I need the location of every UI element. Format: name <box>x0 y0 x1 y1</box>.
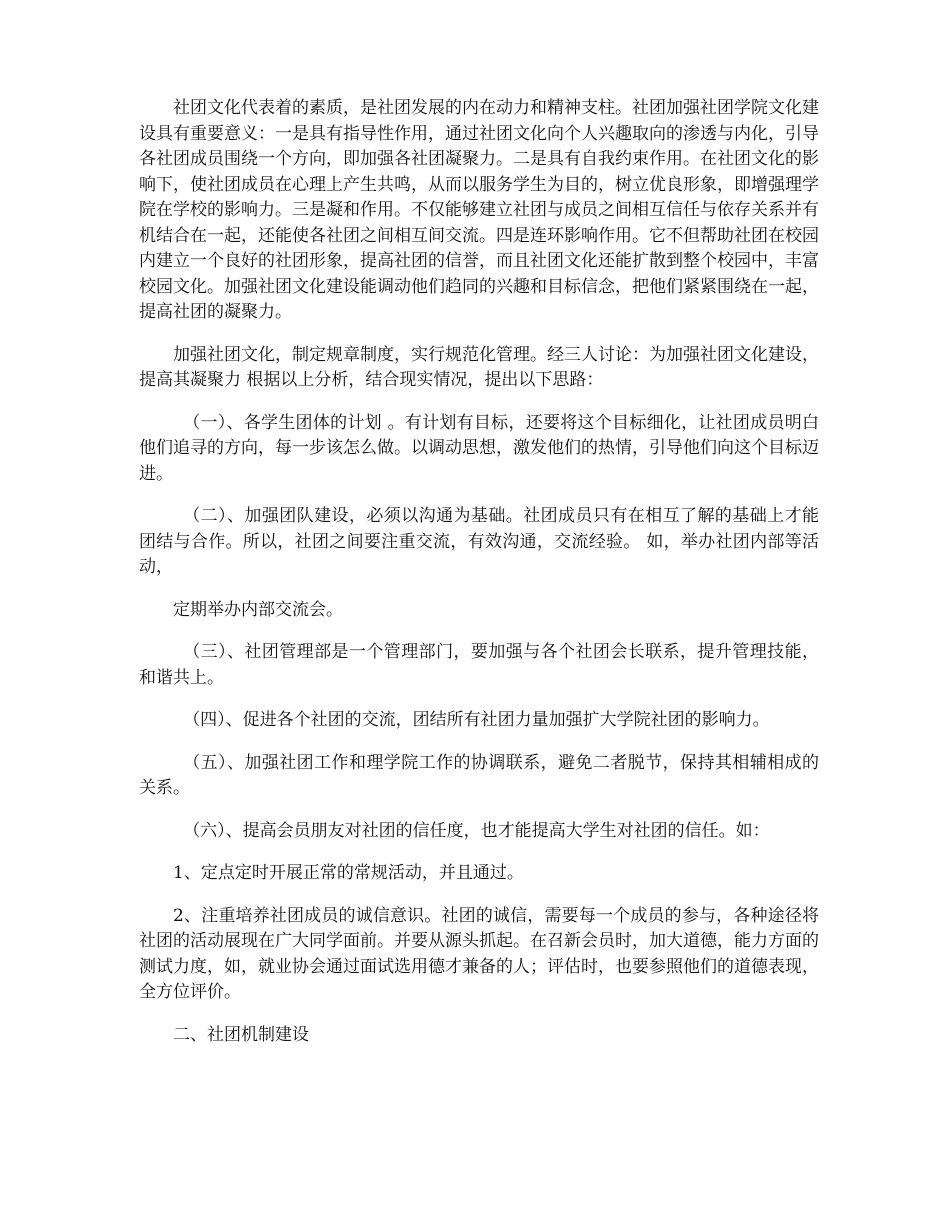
section-heading-mechanism: 二、社团机制建设 <box>173 1024 309 1045</box>
paragraph-intro: 社团文化代表着的素质，是社团发展的内在动力和精神支柱。社团加强社团学院文化建设具有重要意义：一是具有指导性作用，通过社团文化向个人兴趣取向的渗透与内化，引导各社团成员围绕一个方向，即加强各社团凝聚力。二是具有自我约束作用。在社团文化的影响下，使社团成员在心理上产生共鸣，从而以服务学生为目的，树立优良形象，即增强理学院在学校的影响力。三是凝和作用。不仅能够建立社团与成员之间相互信任与依存关系并有机结合在一起，还能使各社团之间相互间交流。四是连环影响作用。它不但帮助社团在校园内建立一个良好的社团形象，提高社团的信誉，而且社团文化还能扩散到整个校园中，丰富校园文化。加强社团文化建设能调动他们趋同的兴趣和目标信念，把他们紧紧围绕在一起，提高社团的凝聚力。 <box>139 98 819 322</box>
list-item-1: （一）、各学生团体的计划 。有计划有目标，还要将这个目标细化，让社团成员明白他们追寻的方向，每一步该怎么做。以调动思想，激发他们的热情，引导他们向这个目标迈进。 <box>139 412 819 484</box>
list-item-6: （六）、提高会员朋友对社团的信任度，也才能提高大学生对社团的信任。如： <box>183 820 770 841</box>
paragraph-regular-meeting: 定期举办内部交流会。 <box>173 599 343 620</box>
paragraph-strengthen-culture: 加强社团文化，制定规章制度，实行规范化管理。经三人讨论：为加强社团文化建设，提高其凝聚力 根据以上分析，结合现实情况，提出以下思路： <box>139 344 819 390</box>
list-item-3: （三）、社团管理部是一个管理部门，要加强与各个社团会长联系，提升管理技能，和谐共上。 <box>139 642 819 688</box>
list-item-5: （五）、加强社团工作和理学院工作的协调联系，避免二者脱节，保持其相辅相成的关系。 <box>139 752 819 798</box>
document-body <box>139 96 819 1048</box>
list-item-2: （二）、加强团队建设，必须以沟通为基础。社团成员只有在相互了解的基础上才能团结与合作。所以，社团之间要注重交流，有效沟通，交流经验。 如，举办社团内部等活动， <box>139 506 819 577</box>
numbered-item-1: 1、定点定时开展正常的常规活动，并且通过。 <box>173 863 524 883</box>
numbered-item-2: 2、注重培养社团成员的诚信意识。社团的诚信，需要每一个成员的参与，各种途径将社团的活动展现在广大同学面前。并要从源头抓起。在召新会员时，加大道德，能力方面的测试力度，如，就业协会通过面试选用德才兼备的人；评估时，也要参照他们的道德表现，全方位评价。 <box>139 905 819 1002</box>
list-item-4: （四）、促进各个社团的交流，团结所有社团力量加强扩大学院社团的影响力。 <box>183 710 770 730</box>
